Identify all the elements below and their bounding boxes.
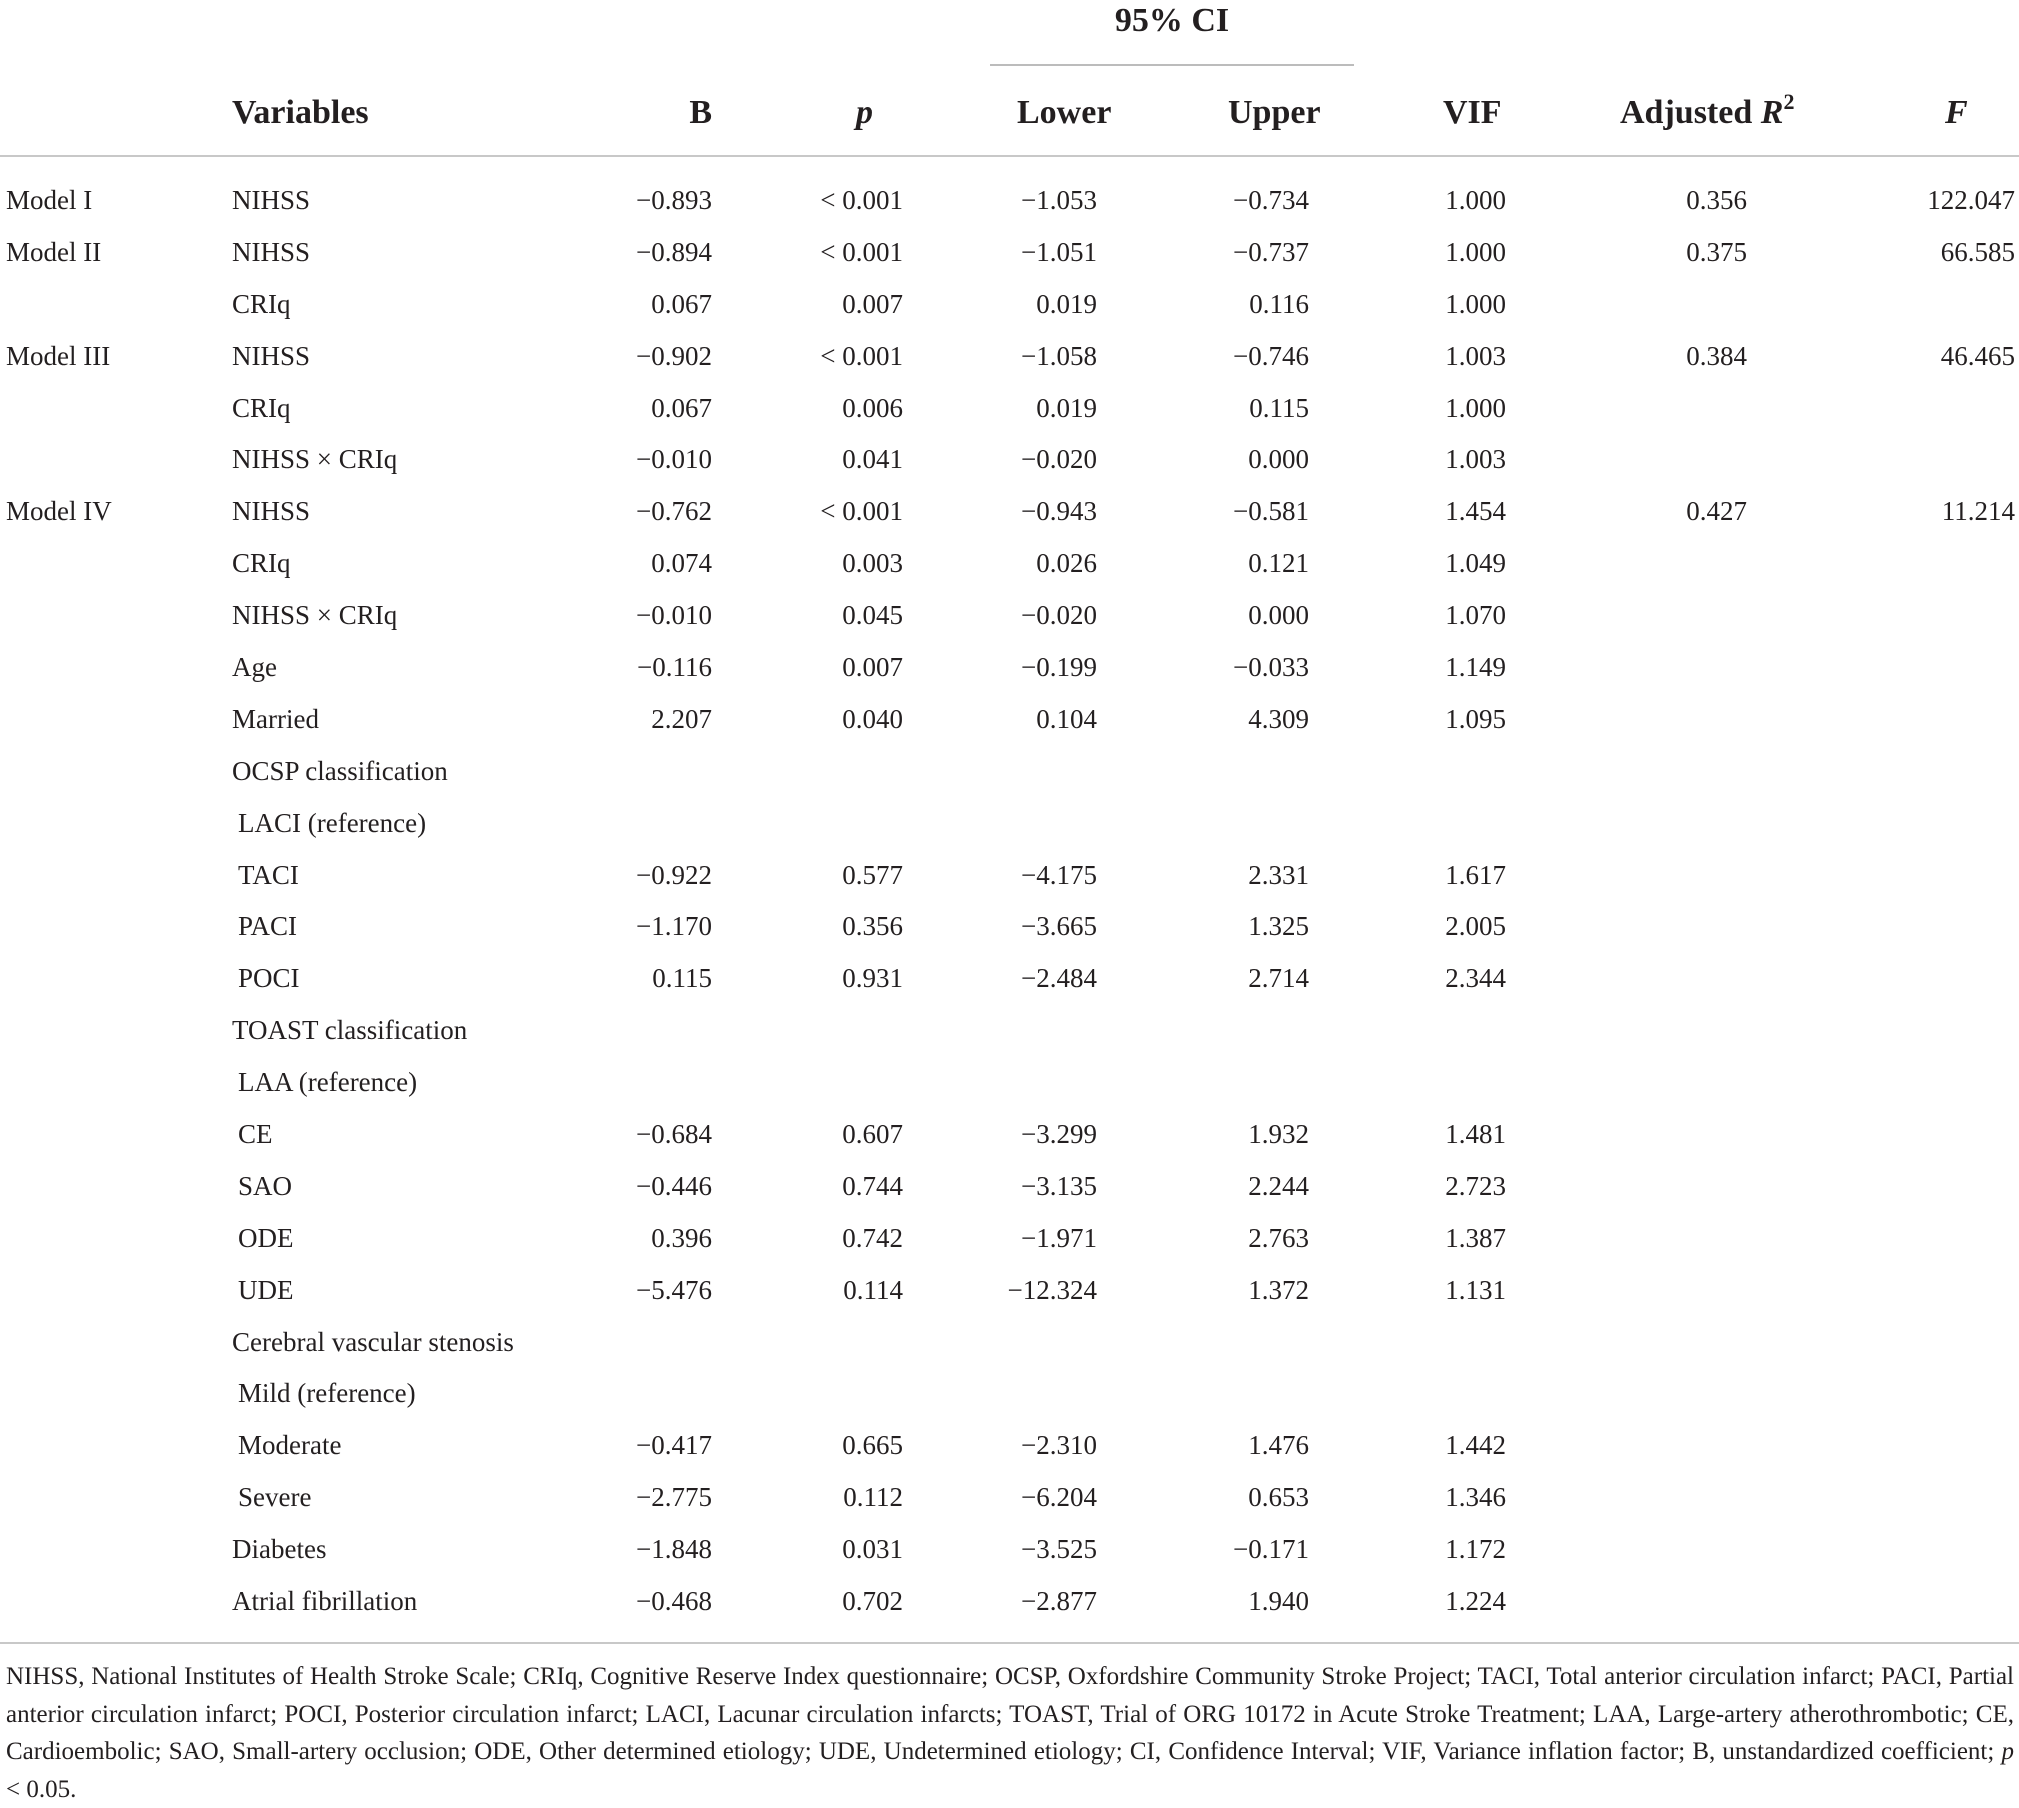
ci-upper-cell: 2.714 — [1248, 963, 1309, 994]
variable-cell: NIHSS — [232, 236, 311, 267]
b-cell: −0.010 — [636, 600, 712, 631]
adjusted-r2-cell: 0.427 — [1686, 496, 1747, 527]
model-cell: Model II — [6, 236, 102, 267]
variable-cell: Cerebral vascular stenosis — [232, 1326, 514, 1357]
p-cell: 0.665 — [842, 1430, 903, 1461]
table-row — [0, 1317, 2019, 1369]
vif-cell: 1.454 — [1445, 496, 1506, 527]
p-cell: 0.003 — [842, 548, 903, 579]
b-cell: −0.893 — [636, 185, 712, 215]
variable-cell: NIHSS × CRIq — [232, 444, 398, 475]
b-cell: −0.417 — [636, 1430, 712, 1461]
table-row — [0, 1213, 2019, 1265]
vif-cell: 1.387 — [1445, 1222, 1506, 1253]
model-cell: Model I — [6, 185, 93, 215]
ci-lower-cell: 0.019 — [1036, 288, 1097, 319]
ci-lower-cell: −1.051 — [1021, 236, 1097, 267]
ci-upper-cell: 0.115 — [1249, 392, 1309, 423]
ci-lower-cell: −3.135 — [1021, 1170, 1097, 1201]
variable-cell: NIHSS — [232, 340, 311, 371]
ci-upper-cell: 2.244 — [1248, 1170, 1309, 1201]
model-cell: Model III — [6, 340, 111, 371]
variable-cell: Mild (reference) — [238, 1378, 416, 1409]
p-cell: 0.742 — [842, 1222, 903, 1253]
ci-upper-cell: 1.325 — [1248, 911, 1309, 942]
table-row — [0, 1057, 2019, 1109]
variable-cell: NIHSS × CRIq — [232, 600, 398, 631]
variable-cell: Age — [232, 652, 277, 683]
ci-lower-cell: −0.020 — [1021, 444, 1097, 475]
vif-cell: 1.003 — [1445, 340, 1506, 371]
vif-cell: 1.000 — [1445, 392, 1506, 423]
p-cell: 0.045 — [842, 600, 903, 631]
table-row — [0, 486, 2019, 538]
model-cell: Model IV — [6, 496, 112, 527]
variable-cell: Moderate — [238, 1430, 342, 1461]
p-cell: 0.031 — [842, 1534, 903, 1565]
b-cell: −1.848 — [636, 1534, 712, 1565]
ci-lower-cell: −0.020 — [1021, 600, 1097, 631]
f-cell: 46.465 — [1940, 340, 2015, 371]
variable-cell: UDE — [238, 1274, 294, 1305]
table-row — [0, 1420, 2019, 1472]
table-row — [0, 1368, 2019, 1420]
ci-upper-cell: 1.940 — [1248, 1586, 1309, 1617]
header-f: F — [1945, 94, 1968, 131]
variable-cell: SAO — [238, 1170, 293, 1201]
ci-upper-cell: 1.932 — [1248, 1119, 1309, 1150]
ci-lower-cell: −12.324 — [1007, 1274, 1097, 1305]
table-footnote: NIHSS, National Institutes of Health Stroke Scale; CRIq, Cognitive Reserve Index questionnaire; OCSP, Oxfordshire Community Stroke Project; TACI, Total anterior circulation infarct; PACI, Partial anterior circulation infarct; POCI, Posterior circulation infarct; LACI, Lacunar circulation infarcts; TOAST, Trial of ORG 10172 in Acute Stroke Treatment; LAA, Large-artery atherothrombotic; CE, Cardioembolic; SAO, Small-artery occlusion; ODE, Other determined etiology; UDE, Undetermined etiology; CI, Confidence Interval; VIF, Variance inflation factor; B, unstandardized coefficient; p < 0.05. — [6, 1663, 2014, 1803]
p-cell: < 0.001 — [820, 236, 903, 267]
p-cell: 0.041 — [842, 444, 903, 475]
variable-cell: NIHSS — [232, 185, 311, 215]
table-row — [0, 175, 2019, 227]
header-vif: VIF — [1443, 94, 1502, 131]
variable-cell: CRIq — [232, 288, 291, 319]
ci-upper-cell: −0.734 — [1233, 185, 1309, 215]
header-b: B — [689, 94, 712, 131]
table-row — [0, 1576, 2019, 1628]
table-row — [0, 694, 2019, 746]
vif-cell: 1.149 — [1445, 652, 1506, 683]
vif-cell: 1.481 — [1445, 1119, 1506, 1150]
ci-lower-cell: −2.310 — [1021, 1430, 1097, 1461]
variable-cell: OCSP classification — [232, 755, 448, 786]
p-cell: 0.356 — [842, 911, 903, 942]
table-row — [0, 331, 2019, 383]
table-row — [0, 227, 2019, 279]
variable-cell: CRIq — [232, 392, 291, 423]
ci-upper-cell: −0.171 — [1233, 1534, 1309, 1565]
ci-upper-cell: 1.476 — [1248, 1430, 1309, 1461]
variable-cell: Diabetes — [232, 1534, 327, 1565]
ci-lower-cell: −0.199 — [1021, 652, 1097, 683]
ci-lower-cell: −3.665 — [1021, 911, 1097, 942]
variable-cell: Atrial fibrillation — [232, 1586, 418, 1617]
p-cell: < 0.001 — [820, 340, 903, 371]
variable-cell: NIHSS — [232, 496, 311, 527]
ci-upper-cell: 2.763 — [1248, 1222, 1309, 1253]
p-cell: 0.744 — [842, 1170, 903, 1201]
table-row — [0, 746, 2019, 798]
ci-lower-cell: −0.943 — [1021, 496, 1097, 527]
ci-lower-cell: −1.053 — [1021, 185, 1097, 215]
table-row — [0, 434, 2019, 486]
b-cell: 0.074 — [651, 548, 712, 579]
p-cell: 0.112 — [843, 1482, 903, 1513]
b-cell: −0.468 — [636, 1586, 712, 1617]
header-p: p — [856, 94, 873, 131]
vif-cell: 2.005 — [1445, 911, 1506, 942]
header-lower: Lower — [1017, 94, 1112, 131]
p-cell: 0.006 — [842, 392, 903, 423]
p-cell: 0.931 — [842, 963, 903, 994]
p-cell: 0.114 — [843, 1274, 903, 1305]
ci-upper-cell: −0.033 — [1233, 652, 1309, 683]
table-row — [0, 1005, 2019, 1057]
b-cell: −0.922 — [636, 859, 712, 890]
ci-lower-cell: 0.019 — [1036, 392, 1097, 423]
table-row — [0, 953, 2019, 1005]
ci-lower-cell: −1.971 — [1021, 1222, 1097, 1253]
ci-upper-cell: 2.331 — [1248, 859, 1309, 890]
b-cell: −0.902 — [636, 340, 712, 371]
b-cell: 0.067 — [651, 392, 712, 423]
variable-cell: LAA (reference) — [238, 1067, 418, 1098]
ci-upper-cell: −0.581 — [1233, 496, 1309, 527]
f-cell: 66.585 — [1940, 236, 2015, 267]
vif-cell: 2.723 — [1445, 1170, 1506, 1201]
vif-cell: 1.000 — [1445, 185, 1506, 215]
ci-lower-cell: −2.484 — [1021, 963, 1097, 994]
b-cell: −0.684 — [636, 1119, 712, 1150]
table-row — [0, 538, 2019, 590]
vif-cell: 1.070 — [1445, 600, 1506, 631]
vif-cell: 1.617 — [1445, 859, 1506, 890]
variable-cell: CRIq — [232, 548, 291, 579]
variable-cell: TACI — [238, 859, 299, 890]
b-cell: −0.762 — [636, 496, 712, 527]
adjusted-r2-cell: 0.356 — [1686, 185, 1747, 215]
variable-cell: Married — [232, 703, 319, 734]
ci-lower-cell: −2.877 — [1021, 1586, 1097, 1617]
p-cell: 0.007 — [842, 288, 903, 319]
ci-lower-cell: −6.204 — [1021, 1482, 1097, 1513]
vif-cell: 1.346 — [1445, 1482, 1506, 1513]
ci-upper-cell: 0.653 — [1248, 1482, 1309, 1513]
b-cell: −0.446 — [636, 1170, 712, 1201]
p-cell: 0.702 — [842, 1586, 903, 1617]
header-adjusted-r2: Adjusted $R^2$ — [1620, 88, 1795, 131]
vif-cell: 1.049 — [1445, 548, 1506, 579]
ci-lower-cell: 0.026 — [1036, 548, 1097, 579]
b-cell: −5.476 — [636, 1274, 712, 1305]
table-row — [0, 901, 2019, 953]
b-cell: 0.396 — [651, 1222, 712, 1253]
table-row — [0, 1524, 2019, 1576]
ci-group-underline — [990, 64, 1354, 66]
adjusted-r2-cell: 0.375 — [1686, 236, 1747, 267]
ci-upper-cell: −0.737 — [1233, 236, 1309, 267]
b-cell: −1.170 — [636, 911, 712, 942]
b-cell: 2.207 — [651, 703, 712, 734]
table-body — [0, 175, 2019, 1628]
header-upper: Upper — [1228, 94, 1321, 131]
vif-cell: 1.000 — [1445, 288, 1506, 319]
vif-cell: 1.131 — [1445, 1274, 1506, 1305]
b-cell: −0.010 — [636, 444, 712, 475]
vif-cell: 2.344 — [1445, 963, 1506, 994]
b-cell: −0.894 — [636, 236, 712, 267]
f-cell: 122.047 — [1927, 185, 2015, 215]
table-row — [0, 1472, 2019, 1524]
p-cell: 0.607 — [842, 1119, 903, 1150]
table-row — [0, 850, 2019, 902]
variable-cell: TOAST classification — [232, 1015, 468, 1046]
variable-cell: PACI — [238, 911, 298, 942]
b-cell: −2.775 — [636, 1482, 712, 1513]
table-row — [0, 590, 2019, 642]
vif-cell: 1.000 — [1445, 236, 1506, 267]
ci-upper-cell: 0.000 — [1248, 444, 1309, 475]
p-cell: 0.040 — [842, 703, 903, 734]
b-cell: 0.115 — [652, 963, 712, 994]
ci-upper-cell: 0.116 — [1249, 288, 1309, 319]
ci-upper-cell: 1.372 — [1248, 1274, 1309, 1305]
f-cell: 11.214 — [1941, 496, 2015, 527]
p-cell: < 0.001 — [820, 185, 903, 215]
variable-cell: CE — [238, 1119, 273, 1150]
variable-cell: POCI — [238, 963, 300, 994]
ci-group-header: 95% CI — [1114, 2, 1230, 39]
table-row — [0, 798, 2019, 850]
p-cell: 0.577 — [842, 859, 903, 890]
p-cell: 0.007 — [842, 652, 903, 683]
b-cell: 0.067 — [651, 288, 712, 319]
ci-upper-cell: −0.746 — [1233, 340, 1309, 371]
variable-cell: Severe — [238, 1482, 312, 1513]
vif-cell: 1.172 — [1445, 1534, 1506, 1565]
table-row — [0, 1265, 2019, 1317]
table-row — [0, 1161, 2019, 1213]
table-row — [0, 383, 2019, 435]
variable-cell: ODE — [238, 1222, 294, 1253]
ci-upper-cell: 0.121 — [1248, 548, 1309, 579]
ci-lower-cell: −3.525 — [1021, 1534, 1097, 1565]
vif-cell: 1.003 — [1445, 444, 1506, 475]
table-row — [0, 279, 2019, 331]
ci-upper-cell: 4.309 — [1248, 703, 1309, 734]
ci-lower-cell: −1.058 — [1021, 340, 1097, 371]
header-rule — [0, 155, 2019, 157]
p-cell: < 0.001 — [820, 496, 903, 527]
ci-lower-cell: 0.104 — [1036, 703, 1097, 734]
ci-upper-cell: 0.000 — [1248, 600, 1309, 631]
adjusted-r2-cell: 0.384 — [1686, 340, 1747, 371]
ci-lower-cell: −3.299 — [1021, 1119, 1097, 1150]
table-row — [0, 1109, 2019, 1161]
vif-cell: 1.095 — [1445, 703, 1506, 734]
vif-cell: 1.224 — [1445, 1586, 1506, 1617]
header-variables: Variables — [232, 94, 369, 131]
variable-cell: LACI (reference) — [238, 807, 427, 838]
vif-cell: 1.442 — [1445, 1430, 1506, 1461]
b-cell: −0.116 — [637, 652, 712, 683]
bottom-rule — [0, 1642, 2019, 1644]
table-row — [0, 642, 2019, 694]
ci-lower-cell: −4.175 — [1021, 859, 1097, 890]
